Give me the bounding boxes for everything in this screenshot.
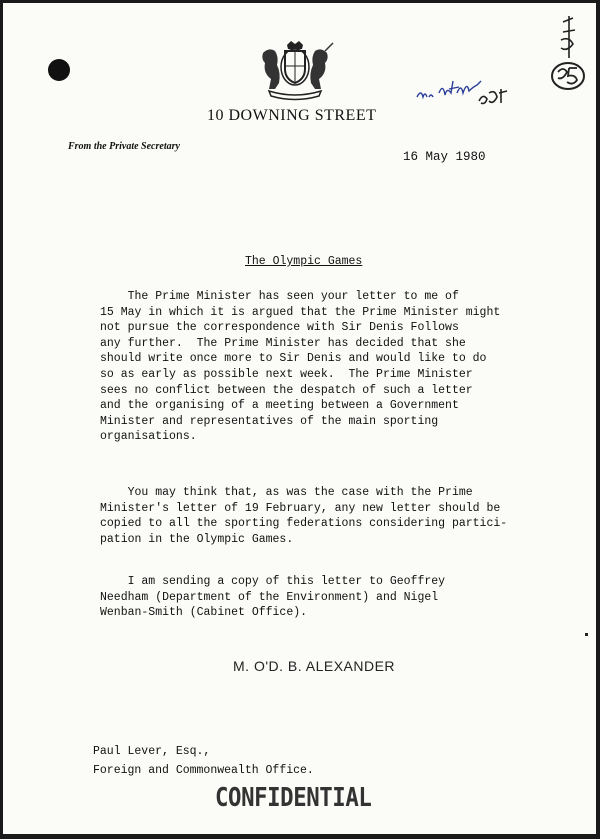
handwritten-reference-icon xyxy=(543,8,593,93)
text-line: and the organising of a meeting between a Government xyxy=(100,399,459,413)
text-line: copied to all the sporting federations considering partici- xyxy=(100,517,508,531)
text-line: sees no conflict between the despatch of such a letter xyxy=(100,383,473,397)
addressee-office: Foreign and Commonwealth Office. xyxy=(93,764,314,777)
text-line: 15 May in which it is argued that the Prime Minister might xyxy=(100,305,501,319)
text-line: any further. The Prime Minister has decided that she xyxy=(100,336,466,350)
punch-hole xyxy=(48,59,70,81)
handwritten-annotation-icon xyxy=(413,53,513,113)
text-line: so as early as possible next week. The Prime Minister xyxy=(100,367,473,381)
text-line: The Prime Minister has seen your letter to me of xyxy=(100,290,459,303)
addressee-block xyxy=(93,742,314,780)
edge-mark xyxy=(585,633,588,636)
text-line: Needham (Department of the Environment) and Nigel xyxy=(100,590,439,604)
text-line: Wenban-Smith (Cabinet Office). xyxy=(100,606,308,620)
letter-subject: The Olympic Games xyxy=(245,255,363,268)
text-line: You may think that, as was the case with the Prime xyxy=(100,486,473,499)
addressee-name: Paul Lever, Esq., xyxy=(93,745,211,758)
letter-date: 16 May 1980 xyxy=(403,150,486,164)
body-paragraph-2 xyxy=(100,485,540,547)
text-line: not pursue the correspondence with Sir Denis Follows xyxy=(100,321,459,335)
text-line: organisations. xyxy=(100,430,197,444)
royal-coat-of-arms-icon xyxy=(255,39,335,101)
confidential-stamp: CONFIDENTIAL xyxy=(215,783,372,813)
text-line: Minister's letter of 19 February, any new letter should be xyxy=(100,501,501,515)
signature-block: M. O'D. B. ALEXANDER xyxy=(233,658,396,674)
text-line: I am sending a copy of this letter to Geoffrey xyxy=(100,575,446,588)
text-line: Minister and representatives of the main sporting xyxy=(100,414,439,428)
from-line: From the Private Secretary xyxy=(68,141,180,152)
body-paragraph-1 xyxy=(100,289,540,445)
text-line: should write once more to Sir Denis and would like to do xyxy=(100,352,487,366)
body-paragraph-3 xyxy=(100,574,540,621)
letter-page xyxy=(3,3,596,834)
letterhead-address: 10 DOWNING STREET xyxy=(207,107,377,124)
text-line: pation in the Olympic Games. xyxy=(100,532,294,546)
